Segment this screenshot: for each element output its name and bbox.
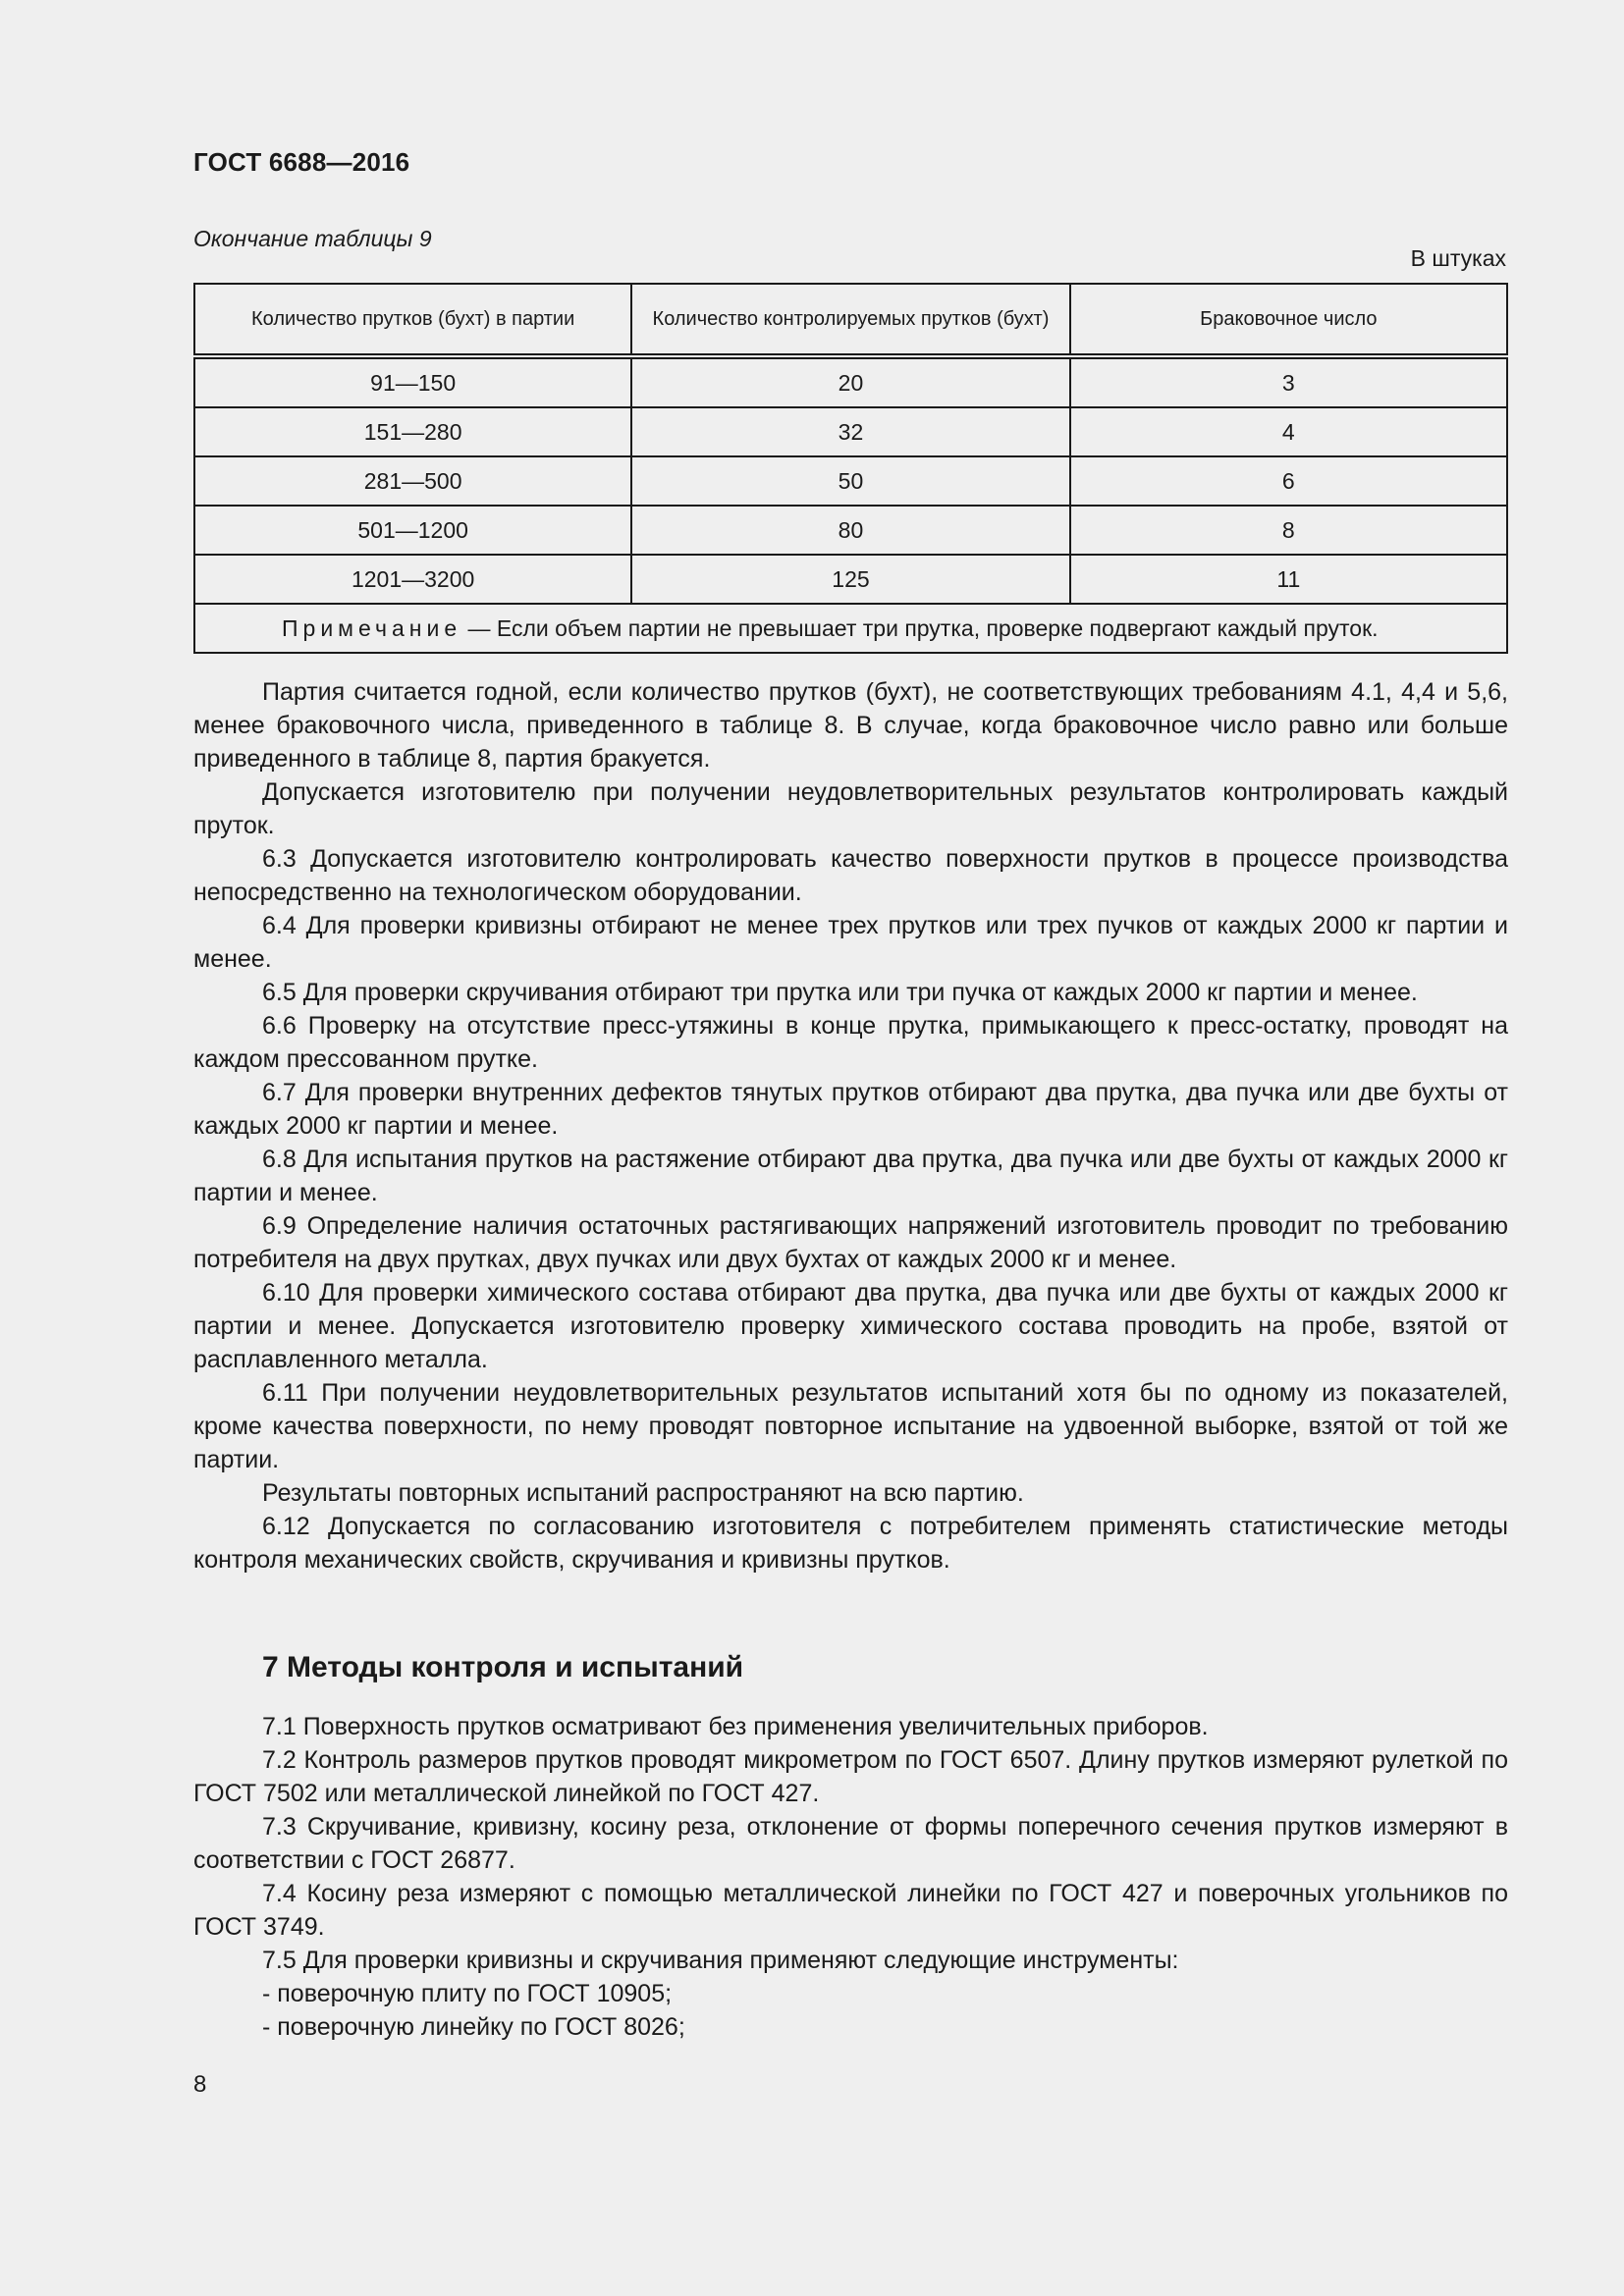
table-note bbox=[194, 604, 1507, 653]
table-note-row bbox=[194, 604, 1507, 653]
cell-lot-size: 91—150 bbox=[194, 356, 631, 407]
cell-lot-size: 501—1200 bbox=[194, 506, 631, 555]
cell-lot-size: 151—280 bbox=[194, 407, 631, 456]
paragraph: Партия считается годной, если количество прутков (бухт), не соответствующих требованиям 4.1, 4,4 и 5,6, менее браковочного числа, приведенного в таблице 8. В случае, когда браковочное число равно или больше приведенного в таблице 8, партия бракуется. bbox=[193, 678, 1508, 773]
paragraph-7-2: 7.2 Контроль размеров прутков проводят микрометром по ГОСТ 6507. Длину прутков измеряют рулеткой по ГОСТ 7502 или металлической линейкой по ГОСТ 427. bbox=[193, 1746, 1508, 1807]
cell-reject-number: 4 bbox=[1070, 407, 1507, 456]
cell-reject-number: 11 bbox=[1070, 555, 1507, 604]
cell-reject-number: 8 bbox=[1070, 506, 1507, 555]
paragraph: Допускается изготовителю при получении неудовлетворительных результатов контролировать каждый пруток. bbox=[193, 778, 1508, 839]
cell-sample-size: 125 bbox=[631, 555, 1069, 604]
paragraph-7-3: 7.3 Скручивание, кривизну, косину реза, отклонение от формы поперечного сечения прутков измеряют в соответствии с ГОСТ 26877. bbox=[193, 1813, 1508, 1874]
cell-sample-size: 20 bbox=[631, 356, 1069, 407]
document-header: ГОСТ 6688—2016 bbox=[193, 147, 410, 177]
data-table bbox=[193, 283, 1508, 654]
paragraph-6-10: 6.10 Для проверки химического состава отбирают два прутка, два пучка или две бухты от каждых 2000 кг партии и менее. Допускается изготовителю проверку химического состава проводить на пробе, взятой от расплавленного металла. bbox=[193, 1279, 1508, 1373]
paragraph-6-7: 6.7 Для проверки внутренних дефектов тянутых прутков отбирают два прутка, два пучка или две бухты от каждых 2000 кг партии и менее. bbox=[193, 1079, 1508, 1140]
column-header-reject-number: Браковочное число bbox=[1070, 284, 1507, 356]
table-row bbox=[194, 356, 1507, 407]
cell-reject-number: 6 bbox=[1070, 456, 1507, 506]
section-heading: 7 Методы контроля и испытаний bbox=[262, 1651, 744, 1683]
cell-lot-size: 281—500 bbox=[194, 456, 631, 506]
table-caption: Окончание таблицы 9 bbox=[193, 226, 432, 251]
paragraph-7-5: 7.5 Для проверки кривизны и скручивания применяют следующие инструменты: bbox=[262, 1947, 1179, 1974]
section-7-text bbox=[193, 1710, 1508, 2044]
cell-sample-size: 32 bbox=[631, 407, 1069, 456]
page-number: 8 bbox=[193, 2071, 207, 2098]
table-row bbox=[194, 506, 1507, 555]
main-text bbox=[193, 675, 1508, 1576]
column-header-lot-size: Количество прутков (бухт) в партии bbox=[194, 284, 631, 356]
list-item: - поверочную линейку по ГОСТ 8026; bbox=[262, 2013, 685, 2041]
paragraph-6-12: 6.12 Допускается по согласованию изготовителя с потребителем применять статистические методы контроля механических свойств, скручивания и кривизны прутков. bbox=[193, 1513, 1508, 1574]
cell-sample-size: 50 bbox=[631, 456, 1069, 506]
paragraph-6-4: 6.4 Для проверки кривизны отбирают не менее трех прутков или трех пучков от каждых 2000 кг партии и менее. bbox=[193, 912, 1508, 973]
paragraph-6-3: 6.3 Допускается изготовителю контролировать качество поверхности прутков в процессе производства непосредственно на технологическом оборудовании. bbox=[193, 845, 1508, 906]
list-item: - поверочную плиту по ГОСТ 10905; bbox=[262, 1980, 673, 2007]
cell-lot-size: 1201—3200 bbox=[194, 555, 631, 604]
table-row bbox=[194, 555, 1507, 604]
paragraph-6-9: 6.9 Определение наличия остаточных растягивающих напряжений изготовитель проводит по требованию потребителя на двух прутках, двух пучках или двух бухтах от каждых 2000 кг и менее. bbox=[193, 1212, 1508, 1273]
paragraph-6-5: 6.5 Для проверки скручивания отбирают три прутка или три пучка от каждых 2000 кг партии и менее. bbox=[262, 979, 1418, 1006]
table-header-row bbox=[194, 284, 1507, 356]
column-header-sample-size: Количество контролируемых прутков (бухт) bbox=[631, 284, 1069, 356]
cell-reject-number: 3 bbox=[1070, 356, 1507, 407]
table-row bbox=[194, 456, 1507, 506]
cell-sample-size: 80 bbox=[631, 506, 1069, 555]
table-row bbox=[194, 407, 1507, 456]
paragraph-6-6: 6.6 Проверку на отсутствие пресс-утяжины в конце прутка, примыкающего к пресс-остатку, проводят на каждом прессованном прутке. bbox=[193, 1012, 1508, 1073]
paragraph-6-11: 6.11 При получении неудовлетворительных результатов испытаний хотя бы по одному из показателей, кроме качества поверхности, по нему проводят повторное испытание на удвоенной выборке, взятой от той же партии. bbox=[193, 1379, 1508, 1473]
note-text: — Если объем партии не превышает три прутка, проверке подвергают каждый пруток. bbox=[461, 614, 1379, 641]
note-label: Примечание bbox=[282, 614, 462, 641]
paragraph-7-1: 7.1 Поверхность прутков осматривают без применения увеличительных приборов. bbox=[262, 1713, 1209, 1740]
paragraph: Результаты повторных испытаний распространяют на всю партию. bbox=[262, 1479, 1024, 1507]
table-units: В штуках bbox=[1410, 245, 1506, 271]
paragraph-7-4: 7.4 Косину реза измеряют с помощью металлической линейки по ГОСТ 427 и поверочных угольников по ГОСТ 3749. bbox=[193, 1880, 1508, 1941]
paragraph-6-8: 6.8 Для испытания прутков на растяжение отбирают два прутка, два пучка или две бухты от каждых 2000 кг партии и менее. bbox=[193, 1146, 1508, 1206]
